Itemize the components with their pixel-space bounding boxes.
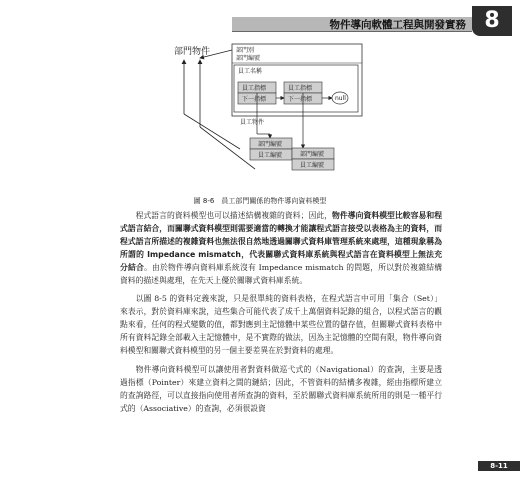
book-title: 物件導向軟體工程與開發實務 (329, 19, 466, 31)
svg-text:員工指標: 員工指標 (288, 85, 313, 92)
department-header-2: 部門編號 (236, 55, 261, 62)
object-model-diagram (150, 42, 380, 194)
svg-text:員工編號: 員工編號 (258, 152, 283, 159)
department-header-1: 部門別 (236, 47, 255, 54)
arrow-line (200, 127, 255, 169)
arrow-line (184, 114, 240, 149)
paragraph-3: 物件導向資料模型可以讓使用者對資料做巡弋式的（Navigational）的查詢，主要是透過指標（Pointer）來建立資料之間的鏈結；因此，不管資料的結構多複雜，經由指標所建立的查詢路徑，可以直接指向使用者所查詢的資料，至於關聯式資料庫系統所用的則是一種平行式的（Associative）的查詢，必須很設資 (120, 364, 442, 413)
svg-text:部門編號: 部門編號 (258, 141, 283, 148)
paragraph-2: 以圖 8-5 的資料定義來說，只是很單純的資料表格，在程式語言中可用「集合（Set）」來表示，對於資料庫來說，這些集合可能代表了成千上萬個資料記錄的組合，以程式語言的觀點來看，任何的程式變數的值，都對應到主記憶體中某些位置的儲存值，但關聯式資料表格中所有資料記錄全部載入主記憶體中，是不實際的做法，因為主記憶體的空間有限，物件導向資料模型和關聯式資料模型的另一個主要差異在於對資料的處理。 (120, 294, 442, 356)
page-header (0, 0, 520, 40)
chapter-badge: 8 (472, 6, 512, 36)
book-title-bar (232, 17, 472, 32)
svg-text:下一指標: 下一指標 (288, 96, 313, 103)
body-text (120, 210, 442, 422)
paragraph-1: 程式語言的資料模型也可以描述結構複雜的資料；因此，物件導向資料模型比較容易和程式語言結合，而關聯式資料模型則需要適當的轉換才能讓程式語言接受以表格為主的資料，而程式語言所描述的複雜資料也無法很自然地透過關聯式資料庫管理系統來處理，這種現象稱為所謂的 Impedance mismatch，代表關聯式資料庫系統與程式語言在資料模型上無法充分結合。由於物件導向資料庫系統沒有 Impedance mismatch 的問題，所以對於複雜結構資料的描述與處理，在先天上優於關聯式資料庫系統。 (120, 211, 442, 285)
employee-name-header: 員工名稱 (238, 68, 263, 75)
svg-text:null: null (335, 95, 346, 102)
employee-object-label: 員工物件 (240, 119, 265, 126)
page-number: 8-11 (478, 461, 520, 471)
svg-text:下一指標: 下一指標 (242, 96, 267, 103)
svg-text:員工指標: 員工指標 (242, 85, 267, 92)
figure-caption: 圖 8-6 員工部門關係的物件導向資料模型 (193, 197, 327, 205)
svg-text:員工編號: 員工編號 (300, 162, 325, 169)
department-object-label: 部門物件 (174, 47, 211, 57)
svg-text:部門編號: 部門編號 (300, 151, 325, 158)
